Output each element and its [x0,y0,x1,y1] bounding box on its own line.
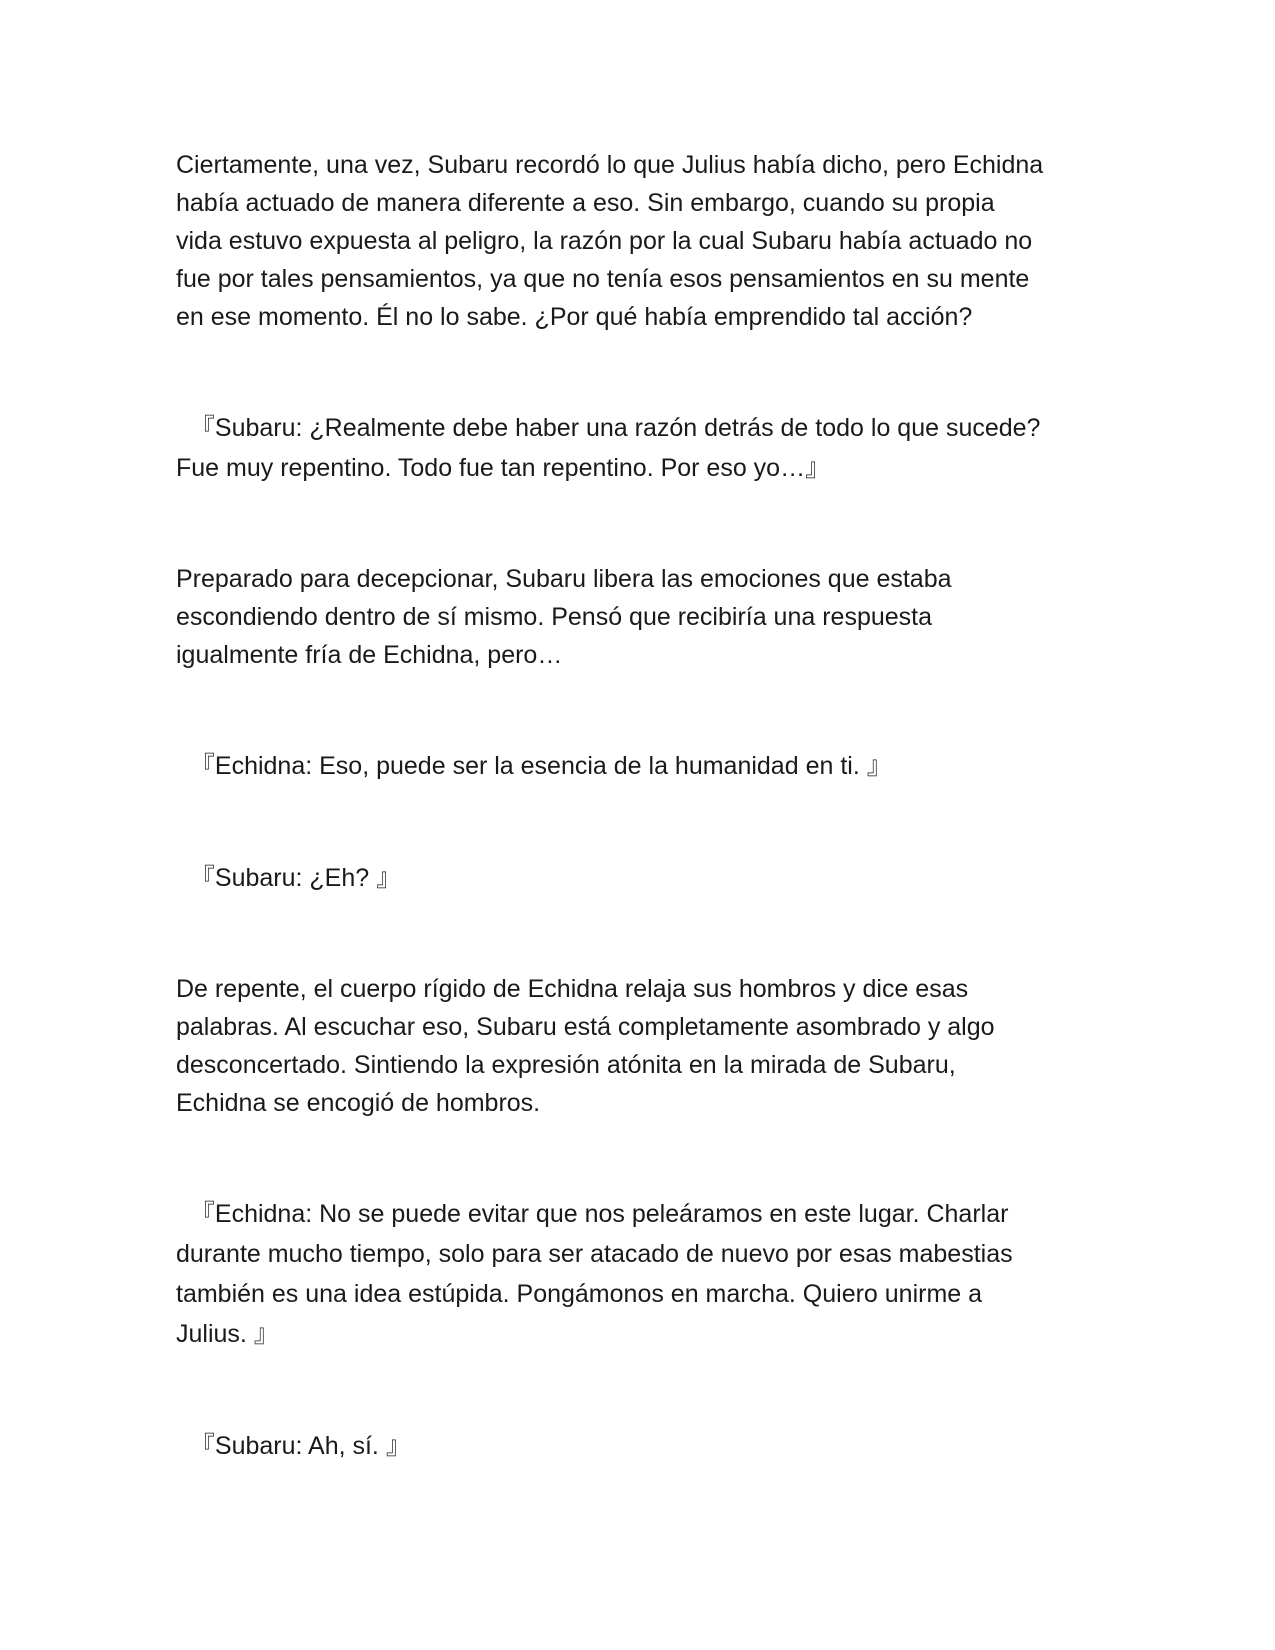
text-line: 『Subaru: Ah, sí. 』 [176,1432,411,1460]
text-line: en ese momento. Él no lo sabe. ¿Por qué había emprendido tal acción? [176,303,973,331]
dialogue-subaru-2 [176,858,1096,898]
paragraph-1 [176,146,1096,336]
dialogue-subaru-3 [176,1426,1096,1466]
text-line: 『Echidna: Eso, puede ser la esencia de la humanidad en ti. 』 [176,752,892,780]
spacer [176,488,1096,560]
spacer [176,674,1096,746]
paragraph-3 [176,970,1096,1122]
text-line: 『Echidna: No se puede evitar que nos peleáramos en este lugar. Charlar [176,1200,1009,1228]
spacer [176,1354,1096,1426]
spacer [176,898,1096,970]
text-line: fue por tales pensamientos, ya que no tenía esos pensamientos en su mente [176,265,1030,293]
text-line: durante mucho tiempo, solo para ser atacado de nuevo por esas mabestias [176,1240,1013,1268]
dialogue-subaru-1 [176,408,1096,488]
text-line: 『Subaru: ¿Realmente debe haber una razón detrás de todo lo que sucede? [176,414,1041,442]
text-line: igualmente fría de Echidna, pero… [176,641,563,669]
spacer [176,1122,1096,1194]
text-line: había actuado de manera diferente a eso. Sin embargo, cuando su propia [176,189,995,217]
paragraph-2 [176,560,1096,674]
spacer [176,786,1096,858]
dialogue-echidna-1 [176,746,1096,786]
text-line: también es una idea estúpida. Pongámonos en marcha. Quiero unirme a [176,1280,983,1308]
dialogue-echidna-2 [176,1194,1096,1354]
text-line: Fue muy repentino. Todo fue tan repentino. Por eso yo…』 [176,454,831,482]
text-line: 『Subaru: ¿Eh? 』 [176,864,402,892]
text-line: Ciertamente, una vez, Subaru recordó lo que Julius había dicho, pero Echidna [176,151,1044,179]
document-body [176,146,1096,1466]
text-line: palabras. Al escuchar eso, Subaru está completamente asombrado y algo [176,1013,995,1041]
text-line: desconcertado. Sintiendo la expresión atónita en la mirada de Subaru, [176,1051,956,1079]
text-line: De repente, el cuerpo rígido de Echidna relaja sus hombros y dice esas [176,975,969,1003]
text-line: escondiendo dentro de sí mismo. Pensó que recibiría una respuesta [176,603,933,631]
text-line: vida estuvo expuesta al peligro, la razón por la cual Subaru había actuado no [176,227,1033,255]
spacer [176,336,1096,408]
text-line: Julius. 』 [176,1320,279,1348]
text-line: Echidna se encogió de hombros. [176,1089,541,1117]
text-line: Preparado para decepcionar, Subaru libera las emociones que estaba [176,565,952,593]
